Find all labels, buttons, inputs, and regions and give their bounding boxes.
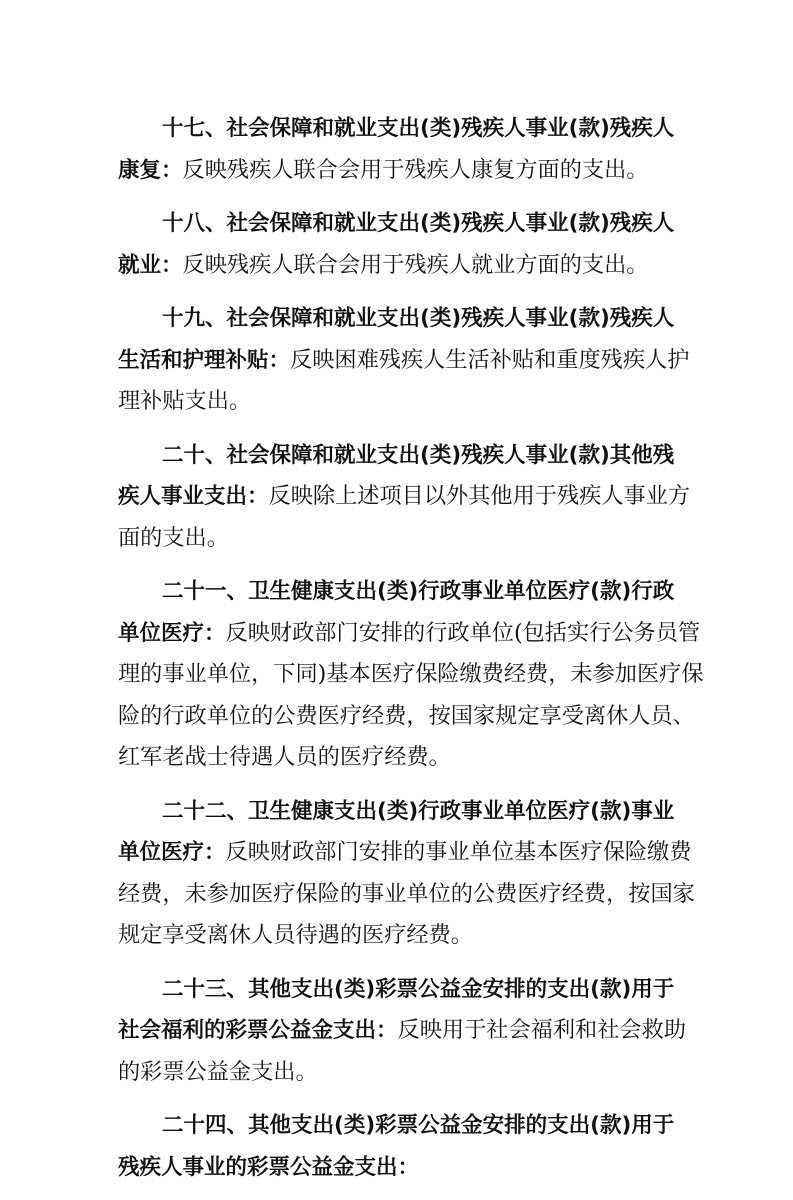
heading-text: 就业： bbox=[118, 252, 183, 278]
body-text: 反映除上述项目以外其他用于残疾人事业方 bbox=[268, 483, 691, 509]
document-body bbox=[118, 108, 704, 1200]
text-line bbox=[118, 915, 678, 957]
paragraph bbox=[118, 203, 678, 286]
body-text: 的彩票公益金支出。 bbox=[118, 1058, 318, 1085]
text-line bbox=[118, 150, 678, 192]
text-line bbox=[118, 476, 691, 518]
body-text: 经费，未参加医疗保险的事业单位的公费医疗经费，按国家 bbox=[118, 880, 695, 907]
body-text: 反映用于社会福利和社会救助 bbox=[397, 1017, 686, 1043]
heading-text: 二十二、卫生健康支出(类)行政事业单位医疗(款)事业 bbox=[162, 798, 675, 824]
paragraph bbox=[118, 571, 704, 779]
heading-text: 二十三、其他支出(类)彩票公益金安排的支出(款)用于 bbox=[162, 976, 675, 1002]
body-text: 反映残疾人联合会用于残疾人康复方面的支出。 bbox=[182, 156, 649, 183]
heading-text: 生活和护理补贴： bbox=[118, 347, 291, 373]
heading-text: 单位医疗： bbox=[118, 840, 226, 865]
body-text: 面的支出。 bbox=[118, 524, 229, 551]
text-line bbox=[118, 203, 678, 245]
text-line bbox=[118, 696, 695, 738]
text-line bbox=[118, 518, 678, 560]
heading-text: 二十四、其他支出(类)彩票公益金安排的支出(款)用于 bbox=[162, 1113, 675, 1138]
paragraph bbox=[118, 969, 686, 1094]
text-line bbox=[118, 1010, 686, 1052]
text-line bbox=[118, 381, 678, 423]
paragraph bbox=[118, 108, 678, 191]
heading-text: 残疾人事业的彩票公益金支出： bbox=[118, 1154, 420, 1180]
heading-text: 康复： bbox=[118, 157, 183, 183]
paragraph bbox=[118, 1105, 678, 1188]
text-line bbox=[118, 298, 678, 340]
body-text: 反映残疾人联合会用于残疾人就业方面的支出。 bbox=[182, 251, 649, 278]
text-line bbox=[118, 969, 678, 1011]
body-text: 理补贴支出。 bbox=[118, 388, 252, 414]
heading-text: 社会福利的彩票公益金支出： bbox=[118, 1018, 398, 1043]
body-text: 险的行政单位的公费医疗经费，按国家规定享受离休人员、 bbox=[118, 702, 695, 729]
text-line bbox=[118, 1052, 678, 1094]
body-text: 反映财政部门安排的行政单位(包括实行公务员管 bbox=[225, 619, 701, 646]
paragraph bbox=[118, 435, 691, 560]
text-line bbox=[118, 737, 678, 779]
heading-text: 二十一、卫生健康支出(类)行政事业单位医疗(款)行政 bbox=[162, 579, 675, 604]
text-line bbox=[118, 108, 678, 150]
paragraph bbox=[118, 791, 695, 957]
heading-text: 十八、社会保障和就业支出(类)残疾人事业(款)残疾人 bbox=[162, 211, 675, 236]
body-text: 反映困难残疾人生活补贴和重度残疾人护 bbox=[290, 346, 690, 373]
body-text: 规定享受离休人员待遇的医疗经费。 bbox=[118, 922, 473, 948]
text-line bbox=[118, 654, 704, 696]
text-line bbox=[118, 435, 678, 477]
body-text: 反映财政部门安排的事业单位基本医疗保险缴费 bbox=[225, 839, 692, 865]
paragraph bbox=[118, 298, 690, 423]
text-line bbox=[118, 1147, 678, 1189]
body-text: 理的事业单位，下同)基本医疗保险缴费经费，未参加医疗保 bbox=[118, 661, 704, 687]
text-line bbox=[118, 245, 678, 287]
heading-text: 单位医疗： bbox=[118, 620, 226, 646]
heading-text: 十九、社会保障和就业支出(类)残疾人事业(款)残疾人 bbox=[162, 306, 675, 331]
heading-text: 二十、社会保障和就业支出(类)残疾人事业(款)其他残 bbox=[162, 442, 675, 468]
heading-text: 疾人事业支出： bbox=[118, 484, 269, 509]
text-line bbox=[118, 874, 695, 916]
text-line bbox=[118, 791, 678, 833]
text-line bbox=[118, 1105, 678, 1147]
text-line bbox=[118, 832, 692, 874]
heading-text: 十七、社会保障和就业支出(类)残疾人事业(款)残疾人 bbox=[162, 116, 675, 141]
body-text: 红军老战士待遇人员的医疗经费。 bbox=[118, 744, 451, 770]
text-line bbox=[118, 613, 701, 655]
text-line bbox=[118, 571, 678, 613]
text-line bbox=[118, 340, 690, 382]
